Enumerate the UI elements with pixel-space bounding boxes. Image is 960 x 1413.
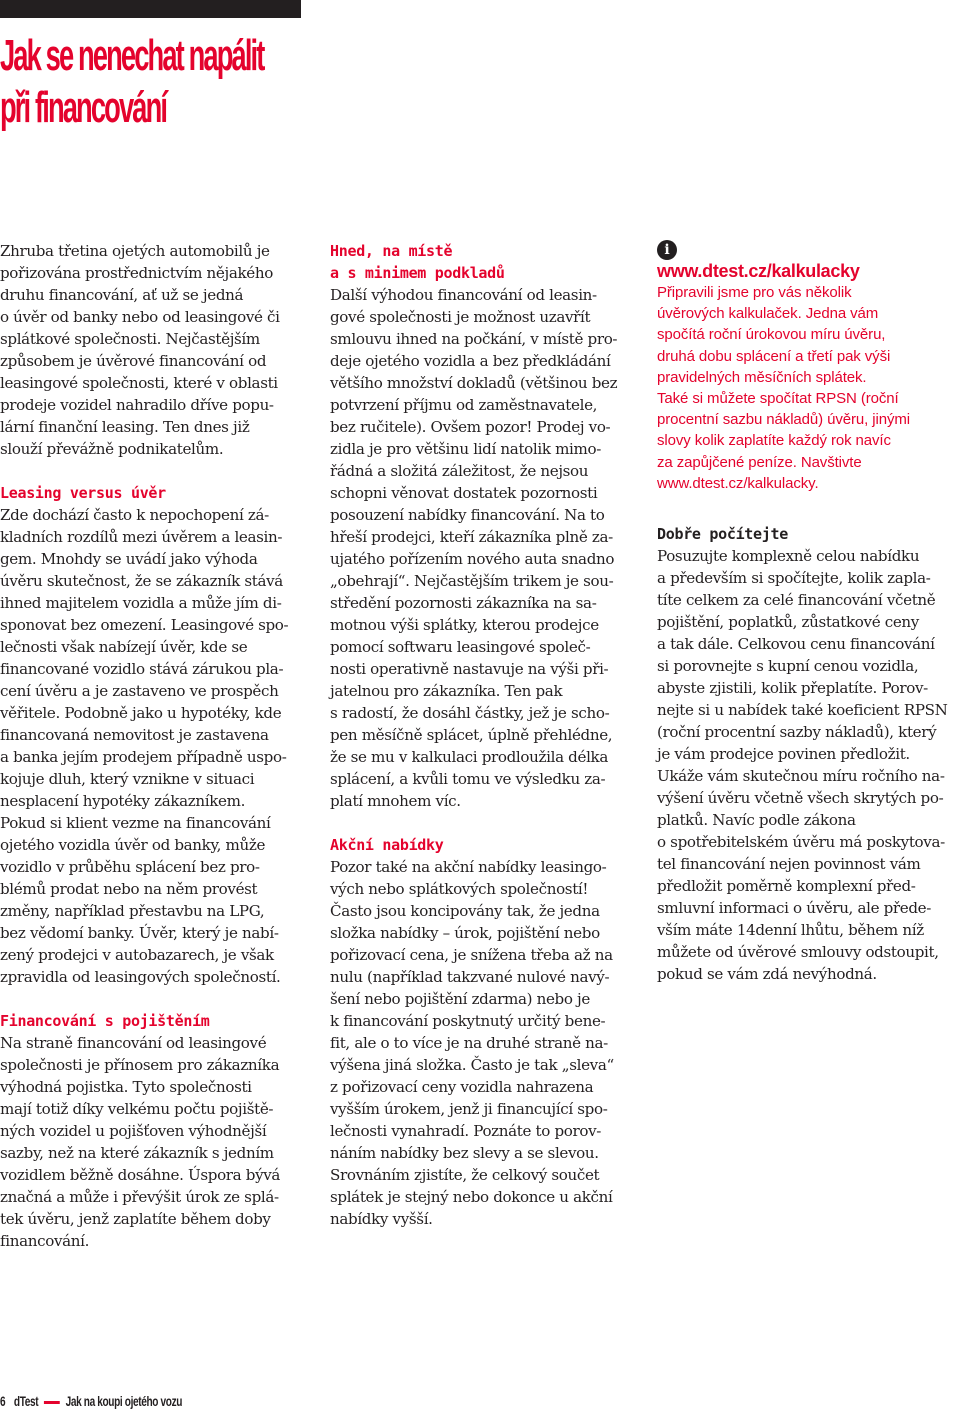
paragraph-leasing-versus-uver: Zde dochází často k nepochopení zá- kladních rozdílů mezi úvěrem a leasin- gem. Mnohdy se uvádí jako výhoda úvěru skutečnost, že se zákazník stává ihned majitelem vozidla a může jím di- sponovat bez omezení. Leasingové spo- lečnosti však nabízejí úvěr, kde se financované vozidlo stává zárukou pla- cení úvěru a je zastaveno ve prospěch věřitele. Podobně jako u hypotéky, kde financovaná nemovitost je zastavena a banka jejím prodejem případně uspo- kojuje dluh, který vznikne v situaci nesplacení hypotéky zákazníkem. Pokud si klient vezme na financování ojetého vozidla úvěr od banky, může vozidlo v průběhu splácení bez pro- blémů prodat nebo na něm provést změny, například přestavbu na LPG, bez vědomí banky. Úvěr, který je nabí- zený prodejci v autobazarech, je však zpravidla od leasingových společností. — [0, 506, 289, 986]
heading-leasing-versus-uver: Leasing versus úvěr — [0, 484, 166, 502]
title-line-2: při financování — [0, 83, 167, 132]
paragraph-financovani-s-pojistenim: Na straně financování od leasingové společnosti je přínosem pro zákazníka výhodná pojistka. Tyto společnosti mají totiž díky velkému počtu pojiště- ných vozidel u pojišťoven výhodnější sazby, než na které zákazník s jedním vozidlem běžně dosáhne. Úspora bývá značná a může i převýšit úrok ze splá- tek úvěru, jenž zaplatíte během doby financování. — [0, 1034, 281, 1250]
calculator-link-title[interactable]: www.dtest.cz/kalkulacky — [657, 261, 860, 281]
page-number: 6 — [0, 1393, 6, 1409]
page-footer — [0, 1392, 182, 1410]
calculator-promo-text: Připravili jsme pro vás několik úvěrových kalkulaček. Jedna vám spočítá roční úrokovou míru úvěru, druhá dobu splácení a třetí pak výši pravidelných měsíčních splátek. Také si můžete spočítat RPSN (roční procentní sazbu nákladů) úvěru, jinými slovy kolik zaplatíte každý rok navíc za zapůjčené peníze. Navštivte www.dtest.cz/kalkulacky. — [657, 284, 911, 492]
footer-divider — [44, 1401, 60, 1404]
heading-financovani-s-pojistenim: Financování s pojištěním — [0, 1012, 210, 1030]
heading-hned-na-miste: Hned, na místě a s minimem podkladů — [330, 242, 505, 282]
column-1 — [0, 240, 300, 1252]
footer-brand: dTest — [13, 1393, 39, 1409]
title-line-1: Jak se nenechat napálit — [0, 31, 264, 80]
paragraph-hned-na-miste: Další výhodou financování od leasin- gové společnosti je možnost uzavřít smlouvu ihned na počkání, v místě pro- deje ojetého vozidla a bez předkládání většího množství dokladů (většinou bez potvrzení příjmu od zaměstnavatele, bez ručitele). Ovšem pozor! Prodej vo- zidla je pro většinu lidí natolik mimo- řádná a složitá záležitost, že nejsou schopni věnovat dostatek pozornosti posouzení nabídky financování. Na to hřeší prodejci, kteří zákazníka plně za- ujatého pořízením nového auta snadno „obehrají“. Nejčastějším trikem je sou- středění pozornosti zákazníka na sa- motnou výši splátky, kterou prodejce pomocí softwaru leasingové společ- nosti operativně nastavuje na výši při- jatelnou pro zákazníka. Ten pak s radostí, že dosáhl částky, jež je scho- pen měsíčně splácet, úplně přehlédne, že se mu v kalkulaci prodloužila délka splácení, a kvůli tomu ve výsledku za- platí mnohem víc. — [330, 286, 618, 810]
column-3 — [657, 240, 960, 985]
info-icon: i — [657, 240, 677, 260]
heading-akcni-nabidky: Akční nabídky — [330, 836, 444, 854]
column-2 — [330, 240, 630, 1230]
intro-paragraph: Zhruba třetina ojetých automobilů je pořizována prostřednictvím nějakého druhu financování, ať už se jedná o úvěr od banky nebo od leasingové či splátkové společnosti. Nejčastějším způsobem je úvěrové financování od leasingové společnosti, které v oblasti prodeje vozidel nahradilo dříve popu- lární finanční leasing. Ten dnes již slouží převážně podnikatelům. — [0, 242, 280, 458]
paragraph-dobre-pocitejte: Posuzujte komplexně celou nabídku a především si spočítejte, kolik zapla- títe celkem za celé financování včetně pojištění, poplatků, zůstatkové ceny a tak dále. Celkovou cenu financování si porovnejte s kupní cenou vozidla, abyste zjistili, kolik přeplatíte. Porov- nejte si u nabídek také koeficient RPSN (roční procentní sazby nákladů), který je vám prodejce povinen předložit. Ukáže vám skutečnou míru ročního na- výšení úvěru včetně všech skrytých po- platků. Navíc podle zákona o spotřebitelském úvěru má poskytova- tel financování nejen povinnost vám předložit poměrně komplexní před- smluvní informaci o úvěru, ale přede- vším máte 14denní lhůtu, během níž můžete od úvěrové smlouvy odstoupit, pokud se vám zdá nevýhodná. — [657, 547, 948, 984]
page-title — [0, 30, 264, 134]
heading-dobre-pocitejte: Dobře počítejte — [657, 525, 788, 544]
footer-publication: Jak na koupi ojetého vozu — [65, 1393, 183, 1409]
paragraph-akcni-nabidky: Pozor také na akční nabídky leasingo- vých nebo splátkových společností! Často jsou koncipovány tak, že jedna složka nabídky – úrok, pojištění nebo pořizovací cena, je snížena třeba až na nulu (například takzvané nulové navý- šení nebo pojištění zdarma) nebo je k financování poskytnutý určitý bene- fit, ale o to více je na druhé straně na- výšena jiná složka. Často je tak „sleva“ z pořizovací ceny vozidla nahrazena vyšším úrokem, jenž ji financující spo- lečnosti vynahradí. Poznáte to porov- náním nabídky bez slevy a se slevou. Srovnáním zjistíte, že celkový součet splátek je stejný nebo dokonce u akční nabídky vyšší. — [330, 858, 614, 1228]
top-bar — [0, 0, 301, 18]
